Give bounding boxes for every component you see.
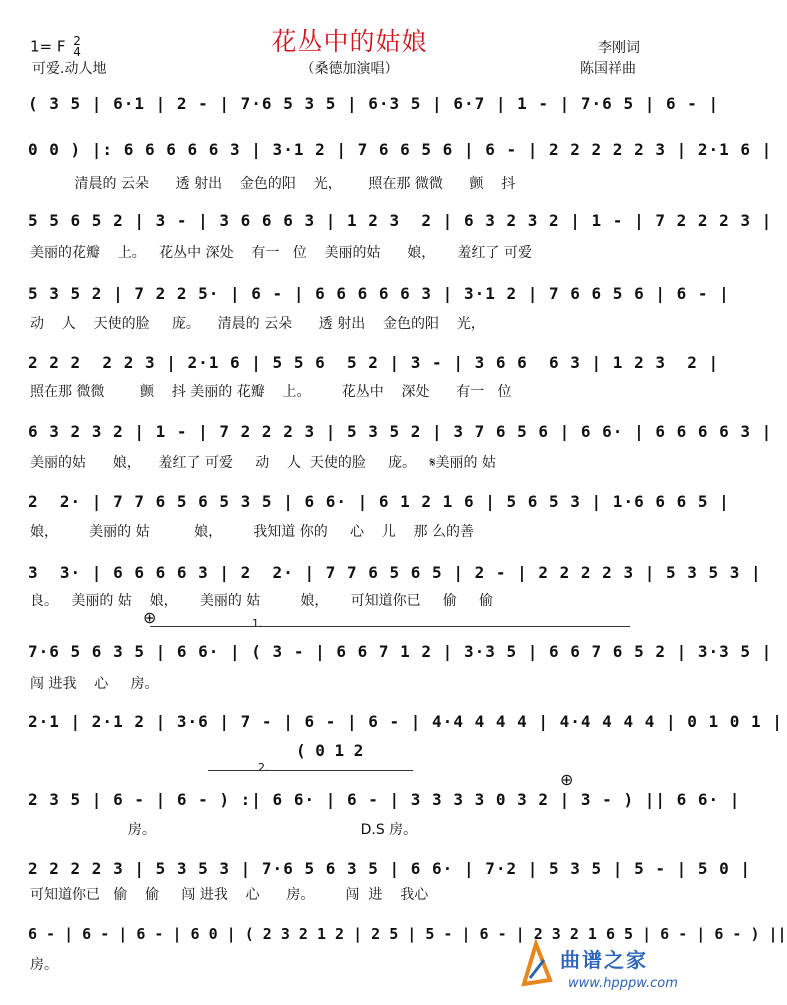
tempo-marking: 可爱.动人地 — [32, 61, 107, 77]
lyric-row: 可知道你已 偷 偷 闯 进我 心 房。 闯 进 我心 — [30, 887, 429, 903]
notation-row: 6 3 2 3 2 | 1 - | 7 2 2 2 3 | 5 3 5 2 | 3 7 6 5 6 | 6 6· | 6 6 6 6 3 | — [28, 422, 773, 441]
lyric-row: 良。 美丽的 姑 娘， 美丽的 姑 娘， 可知道你已 偷 偷 — [30, 593, 494, 609]
key-text: 1= F — [30, 37, 66, 56]
notation-row: 7·6 5 6 3 5 | 6 6· | ( 3 - | 6 6 7 1 2 | 3·3 5 | 6 6 7 6 5 2 | 3·3 5 | — [28, 642, 773, 661]
notation-row: 6 - | 6 - | 6 - | 6 0 | ( 2 3 2 1 2 | 2 5 | 5 - | 6 - | 2 3 2 1 6 5 | 6 - | 6 - ) || — [28, 925, 787, 943]
lyric-row: 清晨的 云朵 透 射出 金色的阳 光， 照在那 微微 颤 抖 — [30, 176, 516, 192]
song-subtitle: （桑德加演唱） — [300, 61, 399, 77]
watermark-url: www.hpppw.com — [568, 976, 678, 991]
notation-row: 2 3 5 | 6 - | 6 - ) :| 6 6· | 6 - | 3 3 3 3 0 3 2 | 3 - ) || 6 6· | — [28, 790, 741, 809]
coda-sign: ⊕ — [143, 608, 157, 627]
watermark-text: 曲谱之家 — [560, 948, 648, 972]
volta-1-bracket — [150, 626, 630, 627]
time-top: 2 — [73, 34, 81, 48]
lyric-row: 闯 进我 心 房。 — [30, 676, 159, 692]
notation-row: 2 2 2 2 3 | 5 3 5 3 | 7·6 5 6 3 5 | 6 6· | 7·2 | 5 3 5 | 5 - | 5 0 | — [28, 859, 752, 878]
lyric-row: 美丽的花瓣 上。 花丛中 深处 有一 位 美丽的姑 娘， 羞红了 可爱 — [30, 245, 532, 261]
notation-row: 2 2 2 2 2 3 | 2·1 6 | 5 5 6 5 2 | 3 - | 3 6 6 6 3 | 1 2 3 2 | — [28, 353, 720, 372]
volta-1-label: 1. — [252, 617, 263, 630]
time-bottom: 4 — [73, 45, 81, 59]
volta-2-label: 2. — [258, 761, 269, 774]
lyric-row: 照在那 微微 颤 抖 美丽的 花瓣 上。 花丛中 深处 有一 位 — [30, 384, 512, 400]
notation-row: ( 3 5 | 6·1 | 2 - | 7·6 5 3 5 | 6·3 5 | 6·7 | 1 - | 7·6 5 | 6 - | — [28, 94, 720, 113]
notation-row: 5 3 5 2 | 7 2 2 5· | 6 - | 6 6 6 6 6 3 | 3·1 2 | 7 6 6 5 6 | 6 - | — [28, 284, 730, 303]
lyric-row: 娘， 美丽的 姑 娘， 我知道 你的 心 儿 那 么的善 — [30, 524, 475, 540]
notation-row: 5 5 6 5 2 | 3 - | 3 6 6 6 3 | 1 2 3 2 | 6 3 2 3 2 | 1 - | 7 2 2 2 3 | — [28, 211, 773, 230]
composer: 陈国祥曲 — [580, 61, 636, 77]
notation-row: 2 2· | 7 7 6 5 6 5 3 5 | 6 6· | 6 1 2 1 6 | 5 6 5 3 | 1·6 6 6 5 | — [28, 492, 730, 511]
song-title: 花丛中的姑娘 — [271, 27, 428, 56]
lyric-row: 房。 D.S 房。 — [30, 822, 418, 838]
logo-icon — [520, 940, 554, 986]
notation-row: 3 3· | 6 6 6 6 3 | 2 2· | 7 7 6 5 6 5 | 2 - | 2 2 2 2 3 | 5 3 5 3 | — [28, 563, 762, 582]
lyricist: 李刚词 — [598, 40, 640, 56]
coda-sign: ⊕ — [560, 770, 574, 789]
lyric-row: 动 人 天使的脸 庞。 清晨的 云朵 透 射出 金色的阳 光， — [30, 316, 485, 332]
notation-row: 0 0 ) |: 6 6 6 6 6 3 | 3·1 2 | 7 6 6 5 6 | 6 - | 2 2 2 2 2 3 | 2·1 6 | — [28, 140, 773, 159]
lyric-row: 房。 — [30, 957, 58, 973]
lyric-row: 美丽的姑 娘， 羞红了 可爱 动 人 天使的脸 庞。 𝄋美丽的 姑 — [30, 455, 496, 471]
alt-notes: ( 0 1 2 — [296, 741, 364, 760]
volta-2-bracket — [208, 770, 413, 771]
notation-row: 2·1 | 2·1 2 | 3·6 | 7 - | 6 - | 6 - | 4·4 4 4 4 | 4·4 4 4 4 | 0 1 0 1 | — [28, 712, 783, 731]
